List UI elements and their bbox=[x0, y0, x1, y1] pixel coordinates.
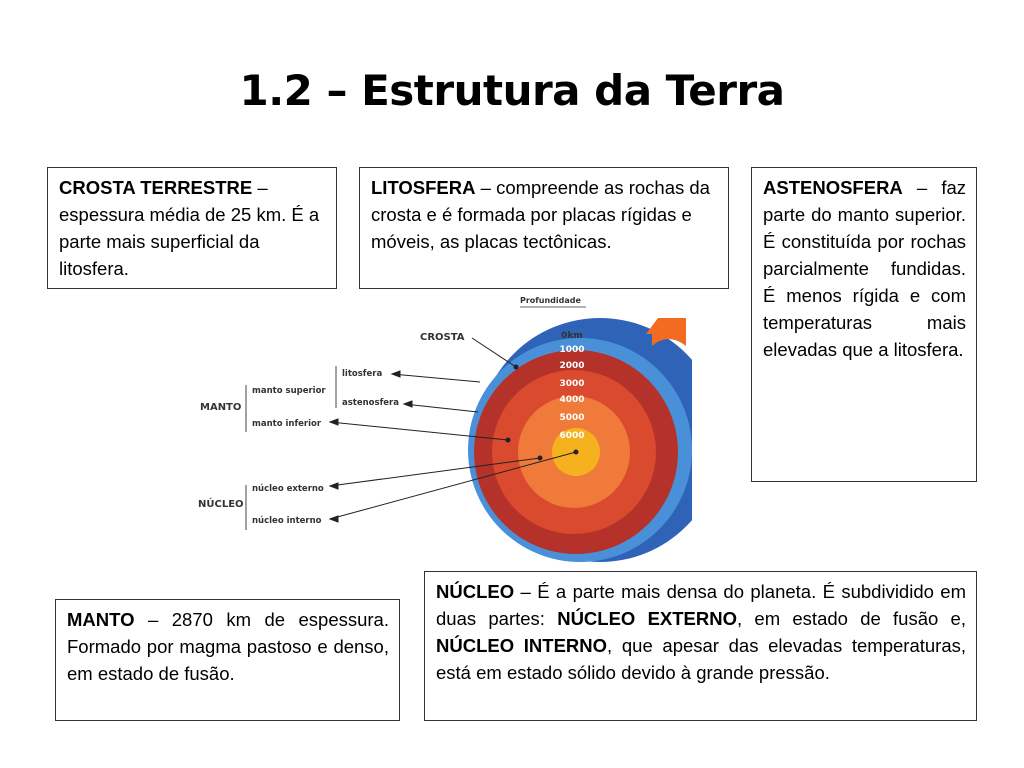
nucleo-text-3: , que apesar das elevadas temperaturas, está em estado sólido devido à grande pressão. bbox=[436, 635, 967, 683]
astenosfera-arrowhead-icon bbox=[404, 401, 412, 407]
nucleo-interno-pointer-dot bbox=[574, 450, 578, 454]
crosta-text: – espessura média de 25 km. É a parte mais superficial da litosfera. bbox=[59, 177, 320, 279]
depth-label-3000: 3000 bbox=[559, 379, 585, 389]
litosfera-pointer-line bbox=[392, 374, 480, 382]
nucleo-externo-pointer-dot bbox=[538, 456, 542, 460]
manto-term: MANTO bbox=[67, 609, 135, 630]
crosta-label: CROSTA bbox=[420, 332, 465, 343]
nucleo-externo-label: núcleo externo bbox=[252, 484, 324, 494]
manto-text: – 2870 km de espessura. Formado por magma pastoso e denso, em estado de fusão. bbox=[67, 609, 389, 684]
depth-label-0: 0km bbox=[561, 331, 583, 341]
astenosfera-info-box bbox=[751, 167, 977, 482]
nucleo-text-1: – É a parte mais densa do planeta. É subdividido em duas partes: bbox=[436, 581, 966, 629]
nucleo-info-box bbox=[424, 571, 977, 721]
depth-title: Profundidade bbox=[520, 296, 581, 305]
nucleo-externo-arrowhead-icon bbox=[330, 483, 338, 489]
litosfera-info-box bbox=[359, 167, 729, 289]
manto-label: MANTO bbox=[200, 402, 242, 413]
astenosfera-term: ASTENOSFERA bbox=[763, 177, 903, 198]
nucleo-interno-label: núcleo interno bbox=[252, 516, 322, 526]
nucleo-interno-arrowhead-icon bbox=[330, 516, 338, 522]
depth-label-6000: 6000 bbox=[559, 431, 585, 441]
manto-inferior-label: manto inferior bbox=[252, 419, 322, 429]
page-title: 1.2 – Estrutura da Terra bbox=[239, 66, 785, 115]
nucleo-interno-term: NÚCLEO INTERNO bbox=[436, 635, 608, 656]
depth-label-2000: 2000 bbox=[559, 361, 585, 371]
litosfera-label: litosfera bbox=[342, 369, 383, 379]
depth-label-1000: 1000 bbox=[559, 345, 585, 355]
nucleo-label: NÚCLEO bbox=[198, 499, 244, 510]
manto-info-box bbox=[55, 599, 400, 721]
earth-structure-diagram bbox=[180, 290, 700, 570]
crosta-pointer-line bbox=[472, 338, 516, 367]
nucleo-text-2: , em estado de fusão e, bbox=[737, 608, 966, 629]
astenosfera-text: – faz parte do manto superior. É constituída por rochas parcialmente fundidas. É menos rígida e com temperaturas mais elevadas que a litosfera. bbox=[763, 177, 966, 360]
manto-pointer-dot bbox=[506, 438, 510, 442]
depth-label-4000: 4000 bbox=[559, 395, 585, 405]
nucleo-term: NÚCLEO bbox=[436, 581, 515, 602]
litosfera-term: LITOSFERA bbox=[371, 177, 476, 198]
nucleo-externo-term: NÚCLEO EXTERNO bbox=[557, 608, 738, 629]
crosta-pointer-dot bbox=[514, 365, 518, 369]
crosta-info-box bbox=[47, 167, 337, 289]
astenosfera-label: astenosfera bbox=[342, 398, 399, 408]
depth-label-5000: 5000 bbox=[559, 413, 585, 423]
manto-superior-label: manto superior bbox=[252, 386, 326, 396]
litosfera-arrowhead-icon bbox=[392, 371, 400, 377]
astenosfera-pointer-line bbox=[404, 404, 478, 412]
litosfera-text: – compreende as rochas da crosta e é formada por placas rígidas e móveis, as placas tectônicas. bbox=[371, 177, 710, 252]
crosta-term: CROSTA TERRESTRE bbox=[59, 177, 253, 198]
manto-inferior-arrowhead-icon bbox=[330, 419, 338, 425]
